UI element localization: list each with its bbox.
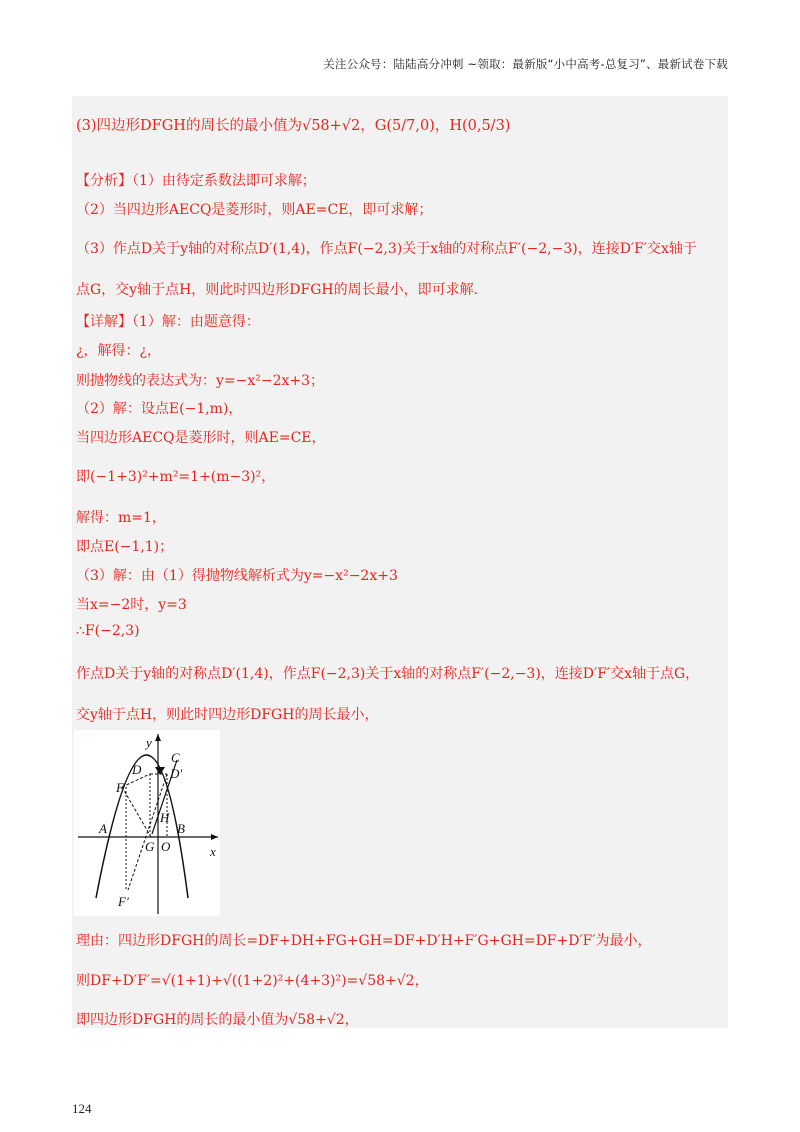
label-f: F <box>116 780 124 795</box>
analysis-line: （3）作点D关于y轴的对称点D′(1,4)，作点F(−2,3)关于x轴的对称点F′(−2,−3)，连接D′F′交x轴于 <box>76 241 697 257</box>
detail-line: 则抛物线的表达式为：y=−x²−2x+3； <box>76 373 325 389</box>
x-axis-arrow-icon <box>211 834 218 840</box>
label-g: G <box>145 839 155 854</box>
reason-line: 理由：四边形DFGH的周长=DF+DH+FG+GH=DF+D′H+F′G+GH=DF+D′F′为最小， <box>76 933 652 949</box>
parabola-figure <box>74 730 220 916</box>
label-d: D <box>132 762 142 777</box>
detail-line: ∴F(−2,3) <box>76 623 140 639</box>
detail-line: （2）解：设点E(−1,m)， <box>76 401 243 417</box>
page-number: 124 <box>72 1101 92 1116</box>
detail-line: 当x=−2时，y=3 <box>76 597 187 613</box>
detail-line: 作点D关于y轴的对称点D′(1,4)，作点F(−2,3)关于x轴的对称点F′(−2,−3)，连接D′F′交x轴于点G， <box>76 666 700 682</box>
detail-line: （3）解：由（1）得抛物线解析式为y=−x²−2x+3 <box>76 568 398 584</box>
label-b: B <box>177 821 185 836</box>
solution-content <box>72 96 728 1028</box>
label-y: y <box>146 735 152 750</box>
conclusion-line: 即四边形DFGH的周长的最小值为√58+√2， <box>76 1012 359 1028</box>
detail-line: 当四边形AECQ是菱形时，则AE=CE， <box>76 430 326 446</box>
detail-line: 【详解】（1）解：由题意得： <box>76 314 260 330</box>
analysis-line: 点G，交y轴于点H，则此时四边形DFGH的周长最小，即可求解. <box>76 282 479 298</box>
label-d-prime: D′ <box>170 766 183 781</box>
label-o: O <box>161 839 171 854</box>
detail-line: 即(−1+3)²+m²=1+(m−3)²， <box>76 469 276 485</box>
label-x: x <box>210 844 216 859</box>
segment-d-prime-f-prime <box>128 774 167 890</box>
analysis-line: （2）当四边形AECQ是菱形时，则AE=CE，即可求解； <box>76 202 433 218</box>
page-header: 关注公众号：陆陆高分冲刺 ~领取：最新版“小中高考-总复习”、最新试卷下载 <box>323 57 728 71</box>
label-c: C <box>171 750 180 765</box>
parabola-diagram <box>74 730 220 916</box>
answer-line: (3)四边形DFGH的周长的最小值为√58+√2，G(5/7,0)，H(0,5/3) <box>76 118 511 134</box>
label-f-prime: F′ <box>118 894 129 909</box>
label-a: A <box>99 821 107 836</box>
y-axis-arrow-icon <box>155 734 161 741</box>
detail-line: 即点E(−1,1)； <box>76 539 174 555</box>
detail-line: ¿，解得：¿， <box>76 343 162 359</box>
detail-line: 交y轴于点H，则此时四边形DFGH的周长最小， <box>76 707 379 723</box>
analysis-line: 【分析】（1）由待定系数法即可求解； <box>76 173 316 189</box>
reason-line: 则DF+D′F′=√(1+1)+√((1+2)²+(4+3)²)=√58+√2， <box>76 973 429 989</box>
label-h: H <box>160 810 170 825</box>
detail-line: 解得：m=1， <box>76 510 166 526</box>
